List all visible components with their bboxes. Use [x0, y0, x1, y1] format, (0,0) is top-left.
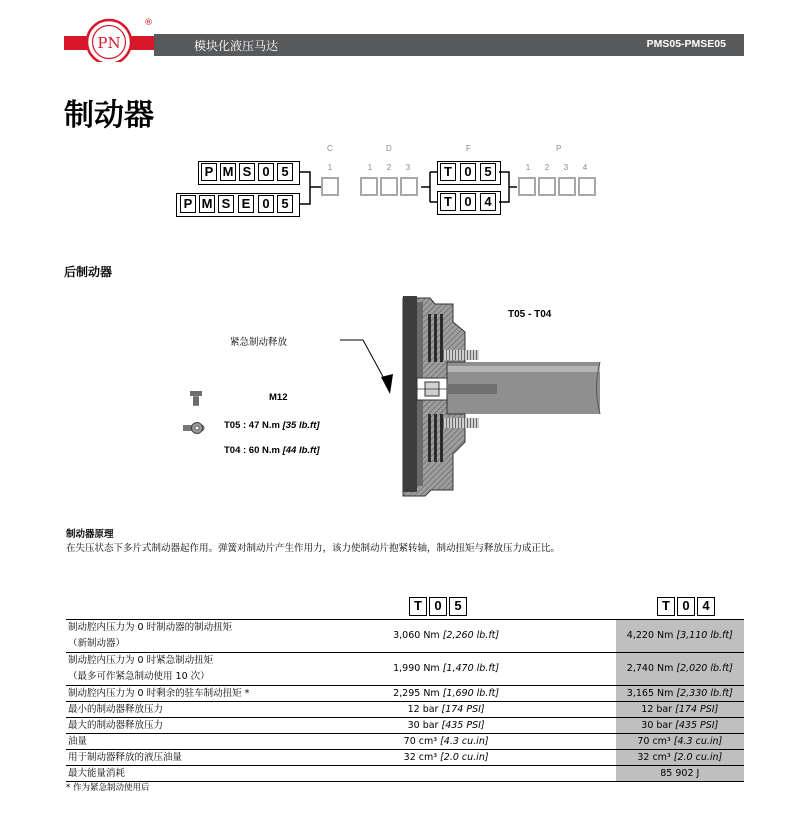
d-index: 1 — [367, 163, 373, 172]
table-row — [66, 702, 744, 718]
code-char: 0 — [258, 195, 274, 213]
placeholder-box-p — [518, 177, 536, 196]
torque-wrench-icon — [183, 420, 207, 440]
emergency-release-label: 紧急制动释放 — [230, 337, 288, 348]
code-connectors — [0, 0, 797, 240]
code-char: T — [409, 597, 427, 616]
t04-value: 2,740 Nm [2,020 lb.ft] — [616, 653, 744, 686]
code-char: 0 — [429, 597, 447, 616]
table-row — [66, 620, 744, 653]
torque-t04-value: T04 : 60 N.m — [224, 445, 283, 456]
row-label: 制动腔内压力为 0 时剩余的驻车制动扭矩 * — [66, 686, 329, 702]
t04-value: 4,220 Nm [3,110 lb.ft] — [616, 620, 744, 653]
torque-t05 — [224, 420, 320, 431]
t05-value: 32 cm³ [2.0 cu.in] — [329, 750, 564, 766]
code-char: T — [657, 597, 675, 616]
brake-principle-text: 在失压状态下多片式制动器起作用。弹簧对制动片产生作用力，该力使制动片抱紧转轴，制动扭矩与释放压力成正比。 — [66, 543, 561, 554]
code-char: 4 — [697, 597, 715, 616]
t04-value: 3,165 Nm [2,330 lb.ft] — [616, 686, 744, 702]
table-footnote: * 作为紧急制动使用后 — [66, 783, 150, 793]
ordering-code-diagram — [0, 0, 797, 240]
t04-value: 70 cm³ [4.3 cu.in] — [616, 734, 744, 750]
logo-text: PN — [97, 34, 121, 52]
brake-spec-table — [66, 619, 744, 782]
torque-t05-value: T05 : 47 N.m — [224, 420, 283, 431]
table-header-t04 — [657, 597, 715, 616]
page-title: 制动器 — [64, 98, 154, 133]
c-index: 1 — [327, 163, 333, 172]
t04-value: 30 bar [435 PSI] — [616, 718, 744, 734]
p-index: 4 — [582, 163, 588, 172]
code-char: T — [440, 193, 456, 211]
row-label: 制动腔内压力为 0 时紧急制动扭矩 （最多可作紧急制动使用 10 次） — [66, 653, 329, 686]
torque-t04 — [224, 445, 320, 456]
screw-icon — [189, 391, 203, 411]
code-char: E — [238, 195, 254, 213]
table-row — [66, 686, 744, 702]
t05-value: 30 bar [435 PSI] — [329, 718, 564, 734]
t05-value: 12 bar [174 PSI] — [329, 702, 564, 718]
table-row — [66, 734, 744, 750]
placeholder-box-d — [400, 177, 418, 196]
t05-value: 2,295 Nm [1,690 lb.ft] — [329, 686, 564, 702]
screw-size-label: M12 — [269, 392, 288, 403]
placeholder-box-p — [558, 177, 576, 196]
d-index: 3 — [405, 163, 411, 172]
code-char: T — [440, 163, 456, 181]
table-header-t05 — [409, 597, 467, 616]
torque-t05-imperial: [35 lb.ft] — [282, 420, 320, 431]
column-c-header: C — [327, 144, 333, 153]
header-code: PMS05-PMSE05 — [646, 38, 726, 50]
t04-value: 12 bar [174 PSI] — [616, 702, 744, 718]
row-label: 制动腔内压力为 0 时制动器的制动扭矩 （新制动器） — [66, 620, 329, 653]
code-char: 5 — [277, 163, 293, 181]
t05-value: 1,990 Nm [1,470 lb.ft] — [329, 653, 564, 686]
code-char: 0 — [460, 193, 476, 211]
rear-brake-heading: 后制动器 — [64, 265, 113, 279]
torque-t04-imperial: [44 lb.ft] — [282, 445, 320, 456]
code-char: P — [180, 195, 196, 213]
code-char: 0 — [677, 597, 695, 616]
brake-cross-section — [335, 292, 605, 501]
table-row — [66, 653, 744, 686]
code-char: 0 — [460, 163, 476, 181]
p-index: 1 — [525, 163, 531, 172]
row-label: 最大能量消耗 — [66, 766, 329, 782]
code-char: 0 — [258, 163, 274, 181]
placeholder-box-p — [538, 177, 556, 196]
code-char: S — [218, 195, 234, 213]
placeholder-box-c — [321, 177, 339, 196]
code-char: M — [199, 195, 215, 213]
p-index: 2 — [544, 163, 550, 172]
t04-value: 85 902 J — [616, 766, 744, 782]
code-char: 4 — [480, 193, 496, 211]
column-f-header: F — [466, 144, 471, 153]
p-index: 3 — [563, 163, 569, 172]
row-label: 最大的制动器释放压力 — [66, 718, 329, 734]
table-row — [66, 750, 744, 766]
column-d-header: D — [386, 144, 392, 153]
placeholder-box-d — [360, 177, 378, 196]
brake-principle-title: 制动器原理 — [66, 529, 114, 540]
t05-value — [329, 766, 564, 782]
header-title: 模块化液压马达 — [194, 39, 279, 53]
logo-registered-mark: ® — [144, 18, 153, 28]
table-row — [66, 718, 744, 734]
code-char: S — [239, 163, 255, 181]
row-label: 最小的制动器释放压力 — [66, 702, 329, 718]
placeholder-box-d — [380, 177, 398, 196]
code-char: 5 — [277, 195, 293, 213]
table-row — [66, 766, 744, 782]
column-p-header: P — [556, 144, 562, 153]
row-label: 用于制动器释放的液压油量 — [66, 750, 329, 766]
t05-value: 3,060 Nm [2,260 lb.ft] — [329, 620, 564, 653]
t04-value: 32 cm³ [2.0 cu.in] — [616, 750, 744, 766]
code-char: 5 — [449, 597, 467, 616]
code-char: 5 — [480, 163, 496, 181]
d-index: 2 — [386, 163, 392, 172]
code-char: P — [201, 163, 217, 181]
brake-code-label: T05 - T04 — [508, 309, 552, 320]
row-label: 油量 — [66, 734, 329, 750]
t05-value: 70 cm³ [4.3 cu.in] — [329, 734, 564, 750]
code-char: M — [220, 163, 236, 181]
placeholder-box-p — [578, 177, 596, 196]
